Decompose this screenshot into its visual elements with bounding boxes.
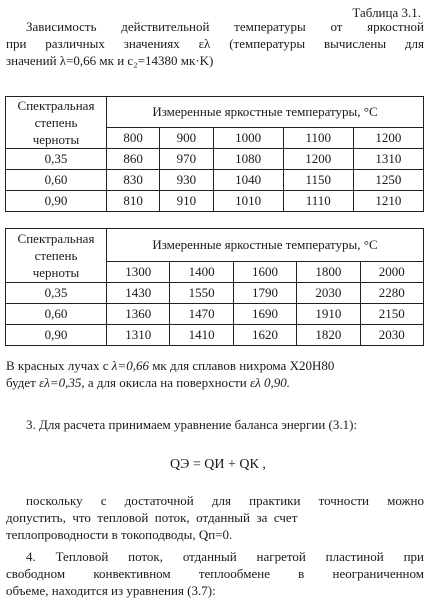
row-header-line: черноты: [32, 132, 80, 147]
table-row: [6, 325, 424, 346]
row-header-line: Спектральная: [17, 98, 95, 113]
temp-header: 1800: [297, 262, 360, 283]
value-cell: 2030: [297, 283, 360, 304]
emissivity-cell: 0,90: [6, 191, 107, 212]
value-cell: 1040: [213, 170, 283, 191]
value-cell: 1550: [170, 283, 233, 304]
row-header-line: степень: [34, 115, 78, 130]
value-cell: 1430: [107, 283, 170, 304]
row-header-cell: [6, 97, 107, 149]
step-3-text: 3. Для расчета принимаем уравнение баланса энергии (3.1):: [26, 417, 358, 432]
row-header-line: Спектральная: [17, 231, 95, 246]
table-row: [6, 149, 424, 170]
table-row: [6, 170, 424, 191]
temp-header: 900: [160, 128, 213, 149]
text-run: λ=0,66: [111, 358, 149, 373]
paragraph-line: 4. Тепловой поток, отданный нагретой пластиной при: [26, 549, 424, 564]
text-run: , а для окисла на поверхности: [81, 375, 251, 390]
text-run: мк для сплавов нихрома Х20Н80: [148, 358, 335, 373]
column-group-header: Измеренные яркостные температуры, °С: [107, 229, 424, 262]
table-row: [6, 304, 424, 325]
paragraph-line: [6, 374, 424, 391]
temp-header: 1300: [107, 262, 170, 283]
column-group-header: Измеренные яркостные температуры, °С: [107, 97, 424, 128]
value-cell: 860: [107, 149, 160, 170]
value-cell: 1150: [283, 170, 353, 191]
row-header-cell: [6, 229, 107, 283]
paragraph-line: объеме, находится из уравнения (3.7):: [6, 583, 216, 598]
text-run: В красных лучах с: [6, 358, 112, 373]
row-header-line: черноты: [32, 265, 80, 280]
temp-header: 1600: [233, 262, 296, 283]
temp-header: 1200: [353, 128, 423, 149]
temp-header: 800: [107, 128, 160, 149]
temperature-table-1: [5, 96, 424, 212]
heat-flow-paragraph: [6, 492, 424, 543]
value-cell: 1790: [233, 283, 296, 304]
value-cell: 1690: [233, 304, 296, 325]
table-row: [6, 191, 424, 212]
emissivity-cell: 0,60: [6, 170, 107, 191]
row-header-line: степень: [34, 248, 78, 263]
value-cell: 930: [160, 170, 213, 191]
table-row: [6, 283, 424, 304]
table-title-line2: при различных значениях ελ (температуры вычислены для: [6, 36, 424, 51]
paragraph-line: поскольку с достаточной для практики точности можно: [26, 493, 424, 508]
value-cell: 1110: [283, 191, 353, 212]
value-cell: 1360: [107, 304, 170, 325]
paragraph-line: теплопроводности в токоподводы, Qп=0.: [6, 527, 233, 542]
value-cell: 1910: [297, 304, 360, 325]
value-cell: 1820: [297, 325, 360, 346]
value-cell: 1470: [170, 304, 233, 325]
temp-header: 1100: [283, 128, 353, 149]
text-run: ελ 0,90.: [250, 375, 291, 390]
text-run: ελ=0,35: [39, 375, 82, 390]
emissivity-cell: 0,35: [6, 149, 107, 170]
value-cell: 1010: [213, 191, 283, 212]
text-run: будет: [6, 375, 40, 390]
paragraph-line: [6, 357, 424, 374]
value-cell: 2030: [360, 325, 423, 346]
value-cell: 810: [107, 191, 160, 212]
temperature-table-2: [5, 228, 424, 346]
table-title-line3: значений λ=0,66 мк и c₂=14380 мк·K): [6, 53, 214, 68]
emissivity-cell: 0,60: [6, 304, 107, 325]
temp-header: 1400: [170, 262, 233, 283]
temp-header: 1000: [213, 128, 283, 149]
energy-balance-equation: QЭ = QИ + QК ,: [170, 457, 266, 472]
table-title: [6, 18, 424, 69]
value-cell: 970: [160, 149, 213, 170]
value-cell: 1310: [353, 149, 423, 170]
value-cell: 1620: [233, 325, 296, 346]
value-cell: 2280: [360, 283, 423, 304]
table-title-line1: Зависимость действительной температуры от яркостной: [26, 19, 424, 34]
value-cell: 1250: [353, 170, 423, 191]
emissivity-cell: 0,35: [6, 283, 107, 304]
table-caption: Таблица 3.1.: [352, 5, 421, 20]
paragraph-line: допустить, что тепловой поток, отданный за счет: [6, 510, 298, 525]
value-cell: 1200: [283, 149, 353, 170]
value-cell: 1080: [213, 149, 283, 170]
value-cell: 2150: [360, 304, 423, 325]
value-cell: 910: [160, 191, 213, 212]
value-cell: 830: [107, 170, 160, 191]
value-cell: 1410: [170, 325, 233, 346]
value-cell: 1310: [107, 325, 170, 346]
value-cell: 1210: [353, 191, 423, 212]
temp-header: 2000: [360, 262, 423, 283]
emissivity-cell: 0,90: [6, 325, 107, 346]
paragraph-line: свободном конвективном теплообмене в неограниченном: [6, 566, 424, 581]
red-rays-paragraph: [6, 357, 424, 391]
step-4-paragraph: [6, 548, 424, 599]
